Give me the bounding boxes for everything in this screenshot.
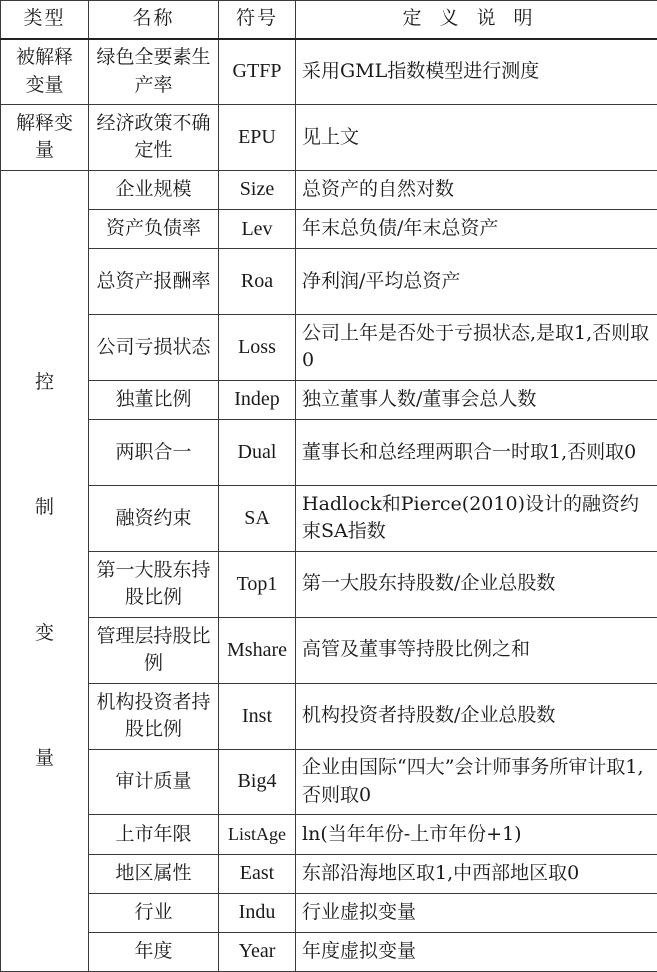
variable-name: 公司亏损状态 bbox=[89, 314, 219, 380]
variable-definition: 东部沿海地区取1,中西部地区取0 bbox=[296, 854, 657, 893]
table-row bbox=[1, 380, 657, 419]
variable-symbol: ListAge bbox=[219, 815, 296, 854]
table-row bbox=[1, 815, 657, 854]
group-explanatory: 解释变量 bbox=[1, 104, 89, 170]
variable-name: 管理层持股比例 bbox=[89, 617, 219, 683]
variable-name: 总资产报酬率 bbox=[89, 249, 219, 315]
variable-symbol: EPU bbox=[219, 104, 296, 170]
variable-definition: 行业虚拟变量 bbox=[296, 893, 657, 932]
variable-definition: 采用GML指数模型进行测度 bbox=[296, 39, 657, 105]
variable-definition: 净利润/平均总资产 bbox=[296, 249, 657, 315]
variable-name: 融资约束 bbox=[89, 485, 219, 551]
variable-symbol: Mshare bbox=[219, 617, 296, 683]
header-definition: 定义说明 bbox=[296, 1, 657, 39]
variable-symbol: SA bbox=[219, 485, 296, 551]
group-control-char: 变 bbox=[34, 621, 54, 644]
table-header-row bbox=[1, 1, 657, 39]
table-row bbox=[1, 170, 657, 209]
variable-definition: 企业由国际“四大”会计师事务所审计取1,否则取0 bbox=[296, 749, 657, 815]
variable-symbol: Roa bbox=[219, 249, 296, 315]
table-row bbox=[1, 932, 657, 971]
variable-name: 资产负债率 bbox=[89, 209, 219, 248]
variable-symbol: Loss bbox=[219, 314, 296, 380]
variable-symbol: Size bbox=[219, 170, 296, 209]
table-row bbox=[1, 209, 657, 248]
variable-symbol: Year bbox=[219, 932, 296, 971]
group-control bbox=[1, 170, 89, 971]
variable-definition: 机构投资者持股数/企业总股数 bbox=[296, 683, 657, 749]
table-row bbox=[1, 249, 657, 315]
table-row bbox=[1, 683, 657, 749]
variable-definition: 独立董事人数/董事会总人数 bbox=[296, 380, 657, 419]
variable-name: 第一大股东持股比例 bbox=[89, 551, 219, 617]
variable-name: 行业 bbox=[89, 893, 219, 932]
header-name: 名称 bbox=[89, 1, 219, 39]
group-control-char: 量 bbox=[34, 747, 54, 770]
group-control-char: 控 bbox=[34, 370, 54, 393]
variable-definition: 第一大股东持股数/企业总股数 bbox=[296, 551, 657, 617]
variable-name: 企业规模 bbox=[89, 170, 219, 209]
table-row bbox=[1, 485, 657, 551]
table-row bbox=[1, 39, 657, 105]
group-control-char: 制 bbox=[34, 496, 54, 519]
table-row bbox=[1, 617, 657, 683]
variable-definition: 高管及董事等持股比例之和 bbox=[296, 617, 657, 683]
variable-name: 审计质量 bbox=[89, 749, 219, 815]
header-type: 类型 bbox=[1, 1, 89, 39]
variable-symbol: East bbox=[219, 854, 296, 893]
table-row bbox=[1, 893, 657, 932]
variable-definition: 公司上年是否处于亏损状态,是取1,否则取0 bbox=[296, 314, 657, 380]
variable-definition: 见上文 bbox=[296, 104, 657, 170]
variable-definition: ln(当年年份-上市年份+1) bbox=[296, 815, 657, 854]
variable-symbol: Top1 bbox=[219, 551, 296, 617]
table-row bbox=[1, 854, 657, 893]
variable-name: 绿色全要素生产率 bbox=[89, 39, 219, 105]
variable-symbol: Big4 bbox=[219, 749, 296, 815]
table-row bbox=[1, 314, 657, 380]
table-row bbox=[1, 749, 657, 815]
variable-name: 上市年限 bbox=[89, 815, 219, 854]
variable-symbol: Indu bbox=[219, 893, 296, 932]
variable-name: 年度 bbox=[89, 932, 219, 971]
group-explained: 被解释变量 bbox=[1, 39, 89, 105]
table-row bbox=[1, 551, 657, 617]
variable-name: 独董比例 bbox=[89, 380, 219, 419]
variable-name: 两职合一 bbox=[89, 420, 219, 486]
variable-symbol: Dual bbox=[219, 420, 296, 486]
table-row bbox=[1, 104, 657, 170]
variable-definition: 董事长和总经理两职合一时取1,否则取0 bbox=[296, 420, 657, 486]
variable-definition: 总资产的自然对数 bbox=[296, 170, 657, 209]
table-row bbox=[1, 420, 657, 486]
variable-name: 机构投资者持股比例 bbox=[89, 683, 219, 749]
variable-name: 地区属性 bbox=[89, 854, 219, 893]
variable-name: 经济政策不确定性 bbox=[89, 104, 219, 170]
variable-symbol: Lev bbox=[219, 209, 296, 248]
variable-symbol: GTFP bbox=[219, 39, 296, 105]
variable-definition: Hadlock和Pierce(2010)设计的融资约束SA指数 bbox=[296, 485, 657, 551]
variable-definition: 年度虚拟变量 bbox=[296, 932, 657, 971]
header-symbol: 符号 bbox=[219, 1, 296, 39]
variable-symbol: Inst bbox=[219, 683, 296, 749]
variable-definition: 年末总负债/年末总资产 bbox=[296, 209, 657, 248]
variable-symbol: Indep bbox=[219, 380, 296, 419]
